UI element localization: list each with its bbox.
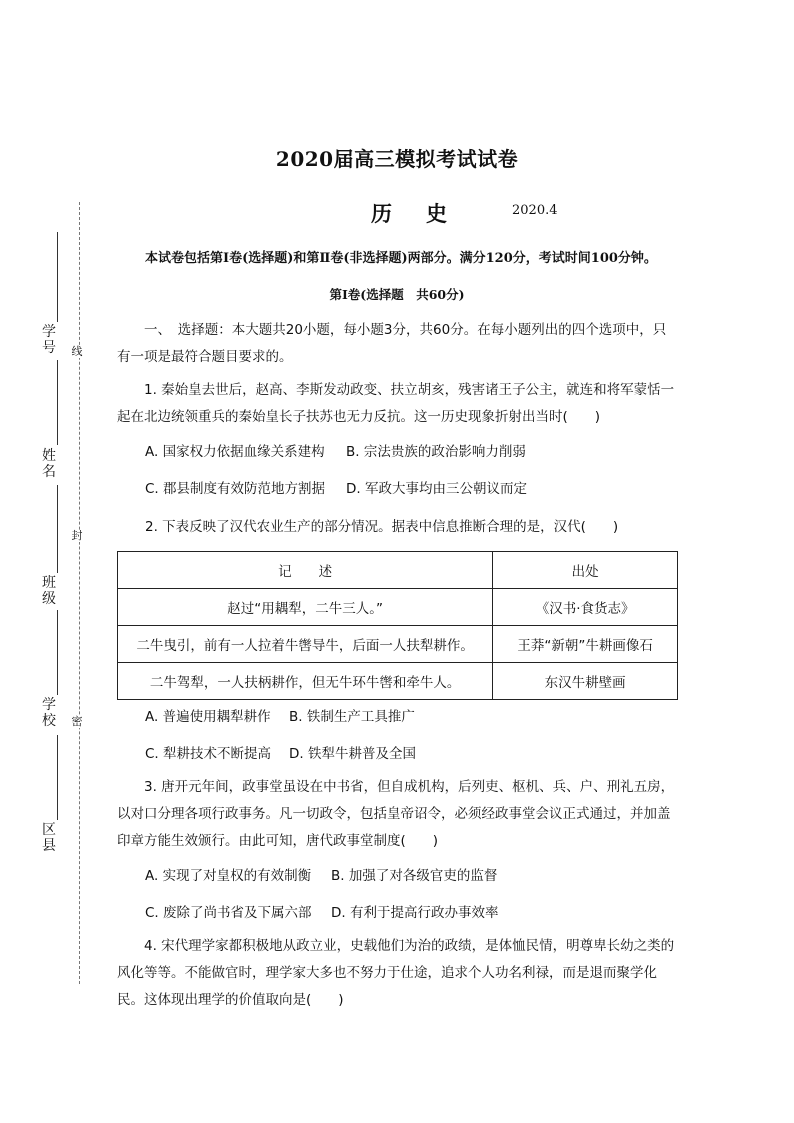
table-cell: 二牛驾犁，一人扶柄耕作，但无牛环牛辔和牵牛人。 [118,663,493,700]
exam-title: 2020届高三模拟考试试卷 [275,147,519,171]
binding-dashed-line [79,202,80,984]
district-line [57,735,58,820]
table-header-row [118,552,678,589]
table-row [118,589,678,626]
table-row [118,663,678,700]
table-cell: 东汉牛耕壁画 [493,663,678,700]
table-header-cell: 记 述 [118,552,493,589]
question-1-stem: 1. 秦始皇去世后，赵高、李斯发动政变、扶立胡亥，残害诸王子公主，就连和将军蒙恬一起在北边统领重兵的秦始皇长子扶苏也无力反抗。这一历史现象折射出当时( ) [117,382,675,425]
question-2-stem: 2. 下表反映了汉代农业生产的部分情况。据表中信息推断合理的是，汉代( ) [145,519,619,535]
table-cell: 赵过“用耦犁，二牛三人。” [118,589,493,626]
agriculture-table [117,551,678,700]
exam-intro: 本试卷包括第Ⅰ卷(选择题)和第Ⅱ卷(非选择题)两部分。满分120分，考试时间100分钟。 [145,251,657,266]
student-id-line [57,232,58,322]
table-cell: 王莽“新朝”牛耕画像石 [493,626,678,663]
name-line [57,360,58,445]
table-cell: 二牛曳引，前有一人拉着牛辔导牛，后面一人扶犁耕作。 [118,626,493,663]
district-label: 区县 [42,822,56,854]
seal-char-line: 线 [71,345,83,358]
question-3-option-d: D. 有利于提高行政办事效率 [331,905,499,921]
question-1-option-c: C. 郡县制度有效防范地方割据 [145,481,326,497]
seal-char-secret: 密 [71,715,83,728]
name-label: 姓名 [42,448,56,480]
exam-date: 2020.4 [512,203,558,218]
table-header-cell: 出处 [493,552,678,589]
question-2-option-c: C. 犁耕技术不断提高 [145,746,272,762]
question-3-option-c: C. 废除了尚书省及下属六部 [145,905,312,921]
question-3-stem: 3. 唐开元年间，政事堂虽设在中书省，但自成机构，后列吏、枢机、兵、户、刑礼五房，以对口分理各项行政事务。凡一切政令，包括皇帝诏令，必须经政事堂会议正式通过，并加盖印章方能生效颁行。由此可知，唐代政事堂制度( ) [117,779,675,849]
question-1-option-a: A. 国家权力依据血缘关系建构 [145,444,325,460]
question-1-option-b: B. 宗法贵族的政治影响力削弱 [346,444,526,460]
subject-title: 历史 [371,201,481,226]
question-2-option-a: A. 普遍使用耦犁耕作 [145,709,271,725]
question-2-option-d: D. 铁犁牛耕普及全国 [289,746,416,762]
class-line [57,485,58,573]
question-3-option-a: A. 实现了对皇权的有效制衡 [145,868,312,884]
table-row [118,626,678,663]
school-label: 学校 [42,697,56,729]
student-id-label: 学号 [42,324,56,356]
seal-char-seal: 封 [71,529,83,542]
question-4-stem: 4. 宋代理学家都积极地从政立业，史载他们为治的政绩，是体恤民情，明尊卑长幼之类的风化等等。不能做官时，理学家大多也不努力于仕途，追求个人功名利禄，而是退而聚学化民。这体现出理学的价值取向是( ) [117,938,675,1008]
school-line [57,610,58,695]
question-2-option-b: B. 铁制生产工具推广 [289,709,415,725]
table-cell: 《汉书·食货志》 [493,589,678,626]
question-1-option-d: D. 军政大事均由三公朝议而定 [346,481,527,497]
class-label: 班级 [42,575,56,607]
question-3-option-b: B. 加强了对各级官吏的监督 [331,868,498,884]
part-heading: 第Ⅰ卷(选择题 共60分) [329,287,465,302]
section-instructions: 一、 选择题：本大题共20小题，每小题3分，共60分。在每小题列出的四个选项中，只有一项是最符合题目要求的。 [117,322,667,365]
